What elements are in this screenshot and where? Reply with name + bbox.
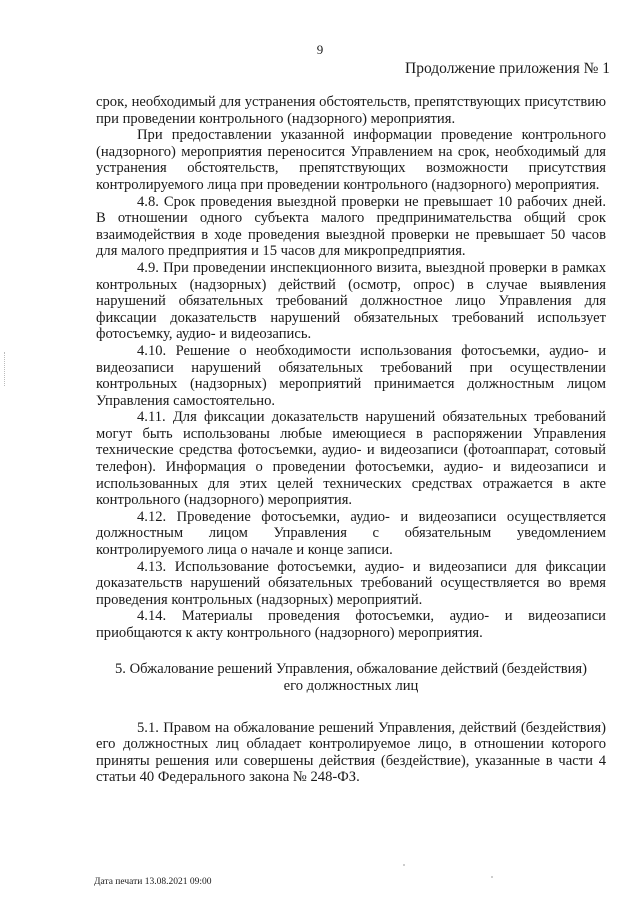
- print-date: Дата печати 13.08.2021 09:00: [94, 877, 212, 887]
- paragraph-4-12: 4.12. Проведение фотосъемки, аудио- и видеозаписи осуществляется должностным лицом Управления с обязательным уведомлением контролируемого лица о начале и конце записи.: [96, 508, 606, 559]
- paragraph-info-postponement: При предоставлении указанной информации проведение контрольного (надзорного) мероприятия переносится Управлением на срок, необходимый для устранения обстоятельств, препятствующих возможности присутствия контролируемого лица при проведении контрольного (надзорного) мероприятия.: [96, 127, 606, 193]
- document-body: [96, 94, 606, 786]
- section-5-heading-line2: его должностных лиц: [283, 677, 419, 694]
- page-number: 9: [316, 42, 324, 57]
- section-5-heading: [96, 661, 606, 695]
- scan-dot: [491, 876, 493, 878]
- paragraph-5-1: 5.1. Правом на обжалование решений Управления, действий (бездействия) его должностных лиц обладает контролируемое лицо, в отношении которого приняты решения или совершены действия (бездействие), указанные в части 4 статьи 40 Федерального закона № 248-ФЗ.: [96, 719, 606, 786]
- paragraph-continuation: срок, необходимый для устранения обстоятельств, препятствующих присутствию при проведении контрольного (надзорного) мероприятия.: [96, 94, 606, 127]
- paragraph-4-13: 4.13. Использование фотосъемки, аудио- и видеозаписи для фиксации доказательств нарушений обязательных требований осуществляется во время проведения контрольных (надзорных) мероприятий.: [96, 558, 606, 608]
- paragraph-4-14: 4.14. Материалы проведения фотосъемки, аудио- и видеозаписи приобщаются к акту контрольного (надзорного) мероприятия.: [96, 608, 606, 641]
- paragraph-4-8: 4.8. Срок проведения выездной проверки не превышает 10 рабочих дней. В отношении одного субъекта малого предпринимательства общий срок взаимодействия в ходе проведения выездной проверки не превышает 50 часов для малого предприятия и 15 часов для микропредприятия.: [96, 193, 606, 260]
- paragraph-4-9: 4.9. При проведении инспекционного визита, выездной проверки в рамках контрольных (надзорных) действий (осмотр, опрос) в случае выявления нарушений обязательных требований должностное лицо Управления для фиксации доказательств нарушений обязательных требований использует фотосъемку, аудио- и видеозапись.: [96, 259, 606, 343]
- annex-continuation-label: Продолжение приложения № 1: [405, 60, 610, 77]
- section-5-heading-line1: 5. Обжалование решений Управления, обжалование действий (бездействия): [114, 660, 588, 677]
- scan-dot: [403, 864, 405, 866]
- margin-scan-mark: [4, 352, 7, 386]
- paragraph-4-11: 4.11. Для фиксации доказательств нарушений обязательных требований могут быть использованы любые имеющиеся в распоряжении Управления технические средства фотосъемки, аудио- и видеозаписи (фотоаппарат, сотовый телефон). Информация о проведении фотосъемки, аудио- и видеозаписи и использованных для этих целей технических средствах отражается в акте контрольного (надзорного) мероприятия.: [96, 409, 606, 509]
- paragraph-4-10: 4.10. Решение о необходимости использования фотосъемки, аудио- и видеозаписи нарушений обязательных требований при осуществлении контрольных (надзорных) мероприятий принимается должностным лицом Управления самостоятельно.: [96, 342, 606, 409]
